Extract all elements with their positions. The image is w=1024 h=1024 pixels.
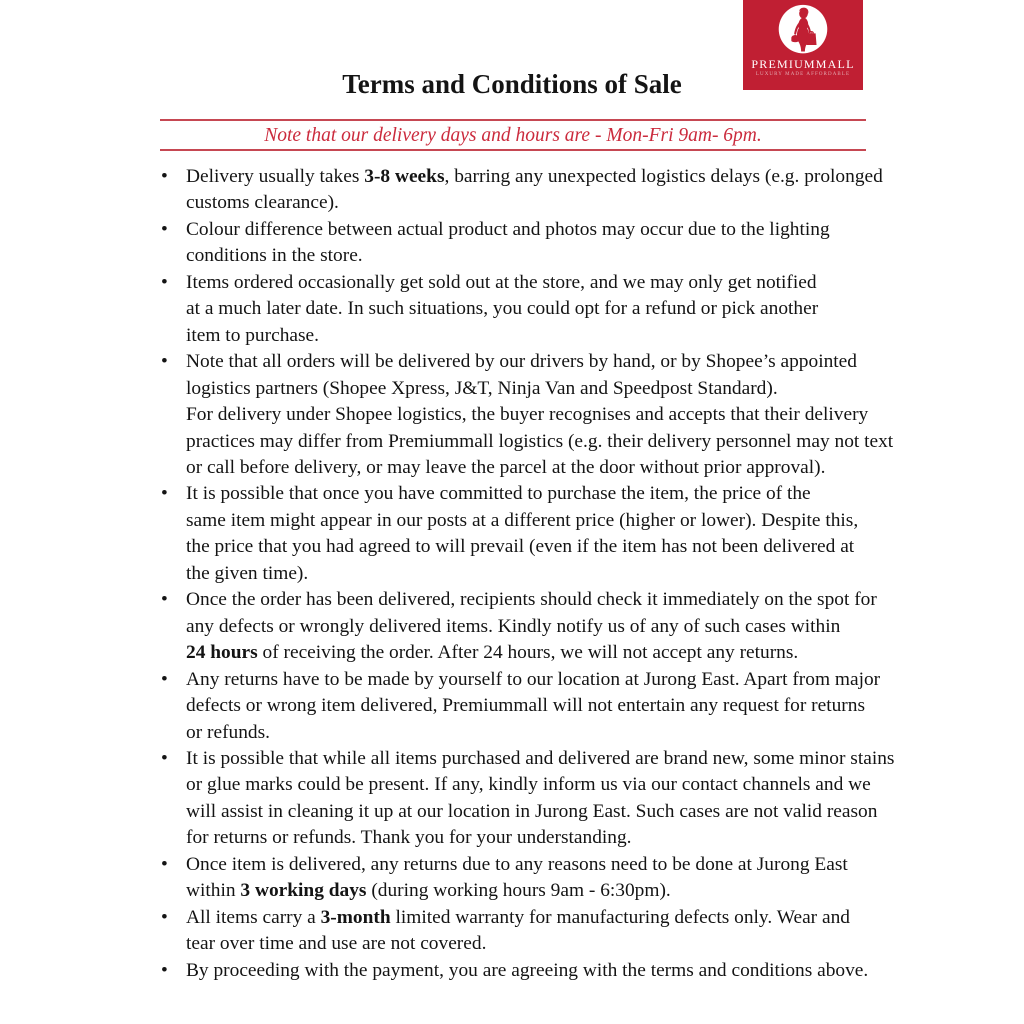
delivery-notice: Note that our delivery days and hours are - Mon-Fri 9am- 6pm. bbox=[264, 125, 762, 146]
bullet-marker: • bbox=[161, 853, 168, 875]
brand-tagline: LUXURY MADE AFFORDABLE bbox=[755, 72, 851, 77]
bullet-marker: • bbox=[161, 747, 168, 769]
terms-list bbox=[160, 164, 900, 984]
term-text: It is possible that while all items purchased and delivered are brand new, some minor stains or glue marks could be present. If any, kindly inform us via our contact channels and we will assist in cleaning it up at our location in Jurong East. Such cases are not valid reason for returns or refunds. Thank you for your understanding. bbox=[186, 747, 895, 849]
term-text: Items ordered occasionally get sold out at the store, and we may only get notified at a much later date. In such situations, you could opt for a refund or pick another item to purchase. bbox=[186, 271, 819, 346]
term-item bbox=[160, 905, 900, 958]
term-text: Colour difference between actual product and photos may occur due to the lighting conditions in the store. bbox=[186, 218, 830, 267]
bullet-marker: • bbox=[161, 271, 168, 293]
bullet-marker: • bbox=[161, 906, 168, 928]
term-text: Any returns have to be made by yourself to our location at Jurong East. Apart from major defects or wrong item delivered, Premiummall will not entertain any request for returns or refunds. bbox=[186, 668, 881, 743]
woman-with-shopping-bags-icon bbox=[775, 3, 831, 59]
term-item bbox=[160, 587, 900, 666]
term-item bbox=[160, 852, 900, 905]
bullet-marker: • bbox=[161, 589, 168, 611]
bullet-marker: • bbox=[161, 959, 168, 981]
page-title: Terms and Conditions of Sale bbox=[342, 69, 682, 99]
term-item bbox=[160, 349, 900, 481]
bullet-marker: • bbox=[161, 351, 168, 373]
bottom-divider bbox=[160, 149, 866, 151]
term-item bbox=[160, 164, 900, 217]
term-text: Once the order has been delivered, recipients should check it immediately on the spot for any defects or wrongly delivered items. Kindly notify us of any of such cases within 24 hours of receiving the order. After 24 hours, we will not accept any returns. bbox=[186, 589, 877, 664]
term-item bbox=[160, 958, 900, 984]
term-text: Once item is delivered, any returns due to any reasons need to be done at Jurong East within 3 working days (during working hours 9am - 6:30pm). bbox=[186, 853, 848, 902]
bullet-marker: • bbox=[161, 218, 168, 240]
top-divider bbox=[160, 119, 866, 121]
term-item bbox=[160, 217, 900, 270]
term-item bbox=[160, 667, 900, 746]
term-text: By proceeding with the payment, you are agreeing with the terms and conditions above. bbox=[186, 959, 869, 981]
term-item bbox=[160, 270, 900, 349]
bullet-marker: • bbox=[161, 166, 168, 187]
term-text: It is possible that once you have committed to purchase the item, the price of the same item might appear in our posts at a different price (higher or lower). Despite this, the price that you had agreed to will prevail (even if the item has not been delivered at the given time). bbox=[186, 483, 859, 584]
term-item bbox=[160, 746, 900, 852]
term-text: All items carry a 3-month limited warranty for manufacturing defects only. Wear and tear over time and use are not covered. bbox=[186, 906, 850, 955]
term-item bbox=[160, 481, 900, 587]
term-text: Delivery usually takes 3-8 weeks, barring any unexpected logistics delays (e.g. prolonged customs clearance). bbox=[186, 166, 883, 214]
bullet-marker: • bbox=[161, 483, 168, 505]
term-text: Note that all orders will be delivered by our drivers by hand, or by Shopee’s appointed logistics partners (Shopee Xpress, J&T, Ninja Van and Speedpost Standard). For delivery under Shopee logistics, the buyer recognises and accepts that their delivery practices may differ from Premiummall logistics (e.g. their delivery personnel may not text or call before delivery, or may leave the parcel at the door without prior approval). bbox=[186, 351, 894, 478]
brand-name: PREMIUMMALL bbox=[751, 57, 855, 71]
bullet-marker: • bbox=[161, 668, 168, 690]
